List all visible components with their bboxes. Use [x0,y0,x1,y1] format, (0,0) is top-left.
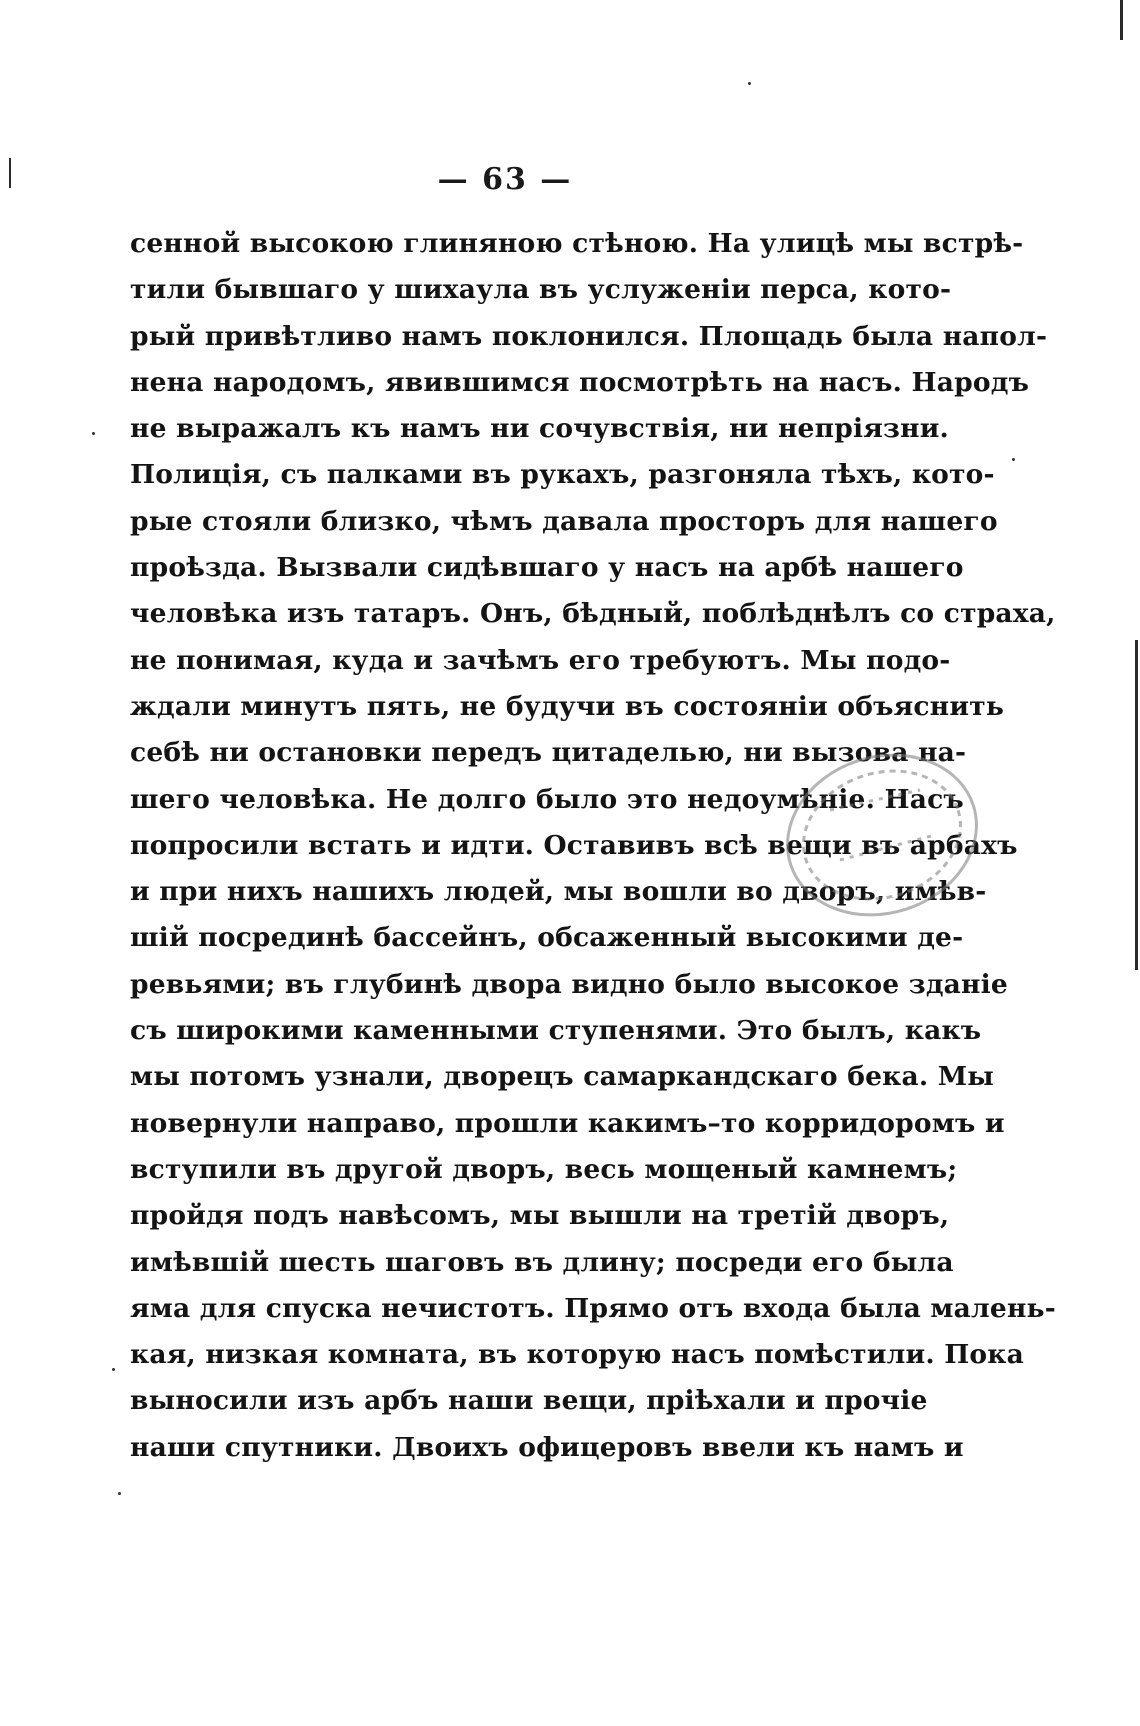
text-line: шего человѣка. Не долго было это недоумѣніе. Насъ [130,783,964,815]
text-line: пройдя подъ навѣсомъ, мы вышли на третій дворъ, [130,1200,950,1232]
text-line: вступили въ другой дворъ, весь мощеный камнемъ; [130,1153,958,1185]
text-line: ревьями; въ глубинѣ двора видно было высокое зданіе [130,968,1008,1000]
scan-speck [112,1368,115,1371]
text-line: рый привѣтливо намъ поклонился. Площадь была напол- [130,320,1048,352]
text-line: нена народомъ, явившимся посмотрѣть на насъ. Народъ [130,366,1030,398]
text-line: не понимая, куда и зачѣмъ его требуютъ. Мы подо- [130,644,951,676]
text-line: Полиція, съ палками въ рукахъ, разгоняла тѣхъ, кото- [130,459,995,491]
text-line: наши спутники. Двоихъ офицеровъ ввели къ намъ и [130,1431,964,1463]
scan-speck [748,82,751,85]
right-scan-edge [1120,0,1123,40]
text-line: сенной высокою глиняною стѣною. На улицѣ мы встрѣ- [130,228,1024,259]
right-scan-edge-lower [1135,640,1138,970]
text-line: выносили изъ арбъ наши вещи, пріѣхали и прочіе [130,1385,928,1417]
text-line: не выражалъ къ намъ ни сочувствія, ни непріязни. [130,413,949,445]
text-line: мы потомъ узнали, дворецъ самаркандскаго бека. Мы [130,1061,995,1093]
text-line: новернули направо, прошли какимъ–то корридоромъ и [130,1107,1005,1139]
text-line: попросили встать и идти. Оставивъ всѣ вещи въ арбахъ [130,829,1018,861]
text-line: человѣка изъ татаръ. Онъ, бѣдный, поблѣднѣлъ со страха, [130,598,1056,630]
text-line: и при нихъ нашихъ людей, мы вошли во дворъ, имѣв- [130,876,987,908]
scan-speck [1012,458,1015,461]
text-line: себѣ ни остановки передъ цитаделью, ни вызова на- [130,737,967,769]
body-text [130,221,1056,1471]
text-line: рые стояли близко, чѣмъ давала просторъ для нашего [130,505,998,537]
text-line: тили бывшаго у шихаула въ услуженіи перса, кото- [130,274,952,306]
scan-speck [118,1492,121,1495]
scan-speck [92,432,95,435]
text-line: яма для спуска нечистотъ. Прямо отъ входа была малень- [130,1292,1056,1324]
text-line: имѣвшій шесть шаговъ въ длину; посреди его была [130,1246,954,1278]
text-line: шій посрединѣ бассейнъ, обсаженный высокими де- [130,922,964,954]
text-line: кая, низкая комната, въ которую насъ помѣстили. Пока [130,1339,1025,1371]
text-line: проѣзда. Вызвали сидѣвшаго у насъ на арбѣ нашего [130,552,964,584]
text-line: ждали минутъ пять, не будучи въ состояніи объяснить [130,690,1004,722]
text-line: съ широкими каменными ступенями. Это былъ, какъ [130,1015,982,1047]
page-number: — 63 — [437,162,573,197]
